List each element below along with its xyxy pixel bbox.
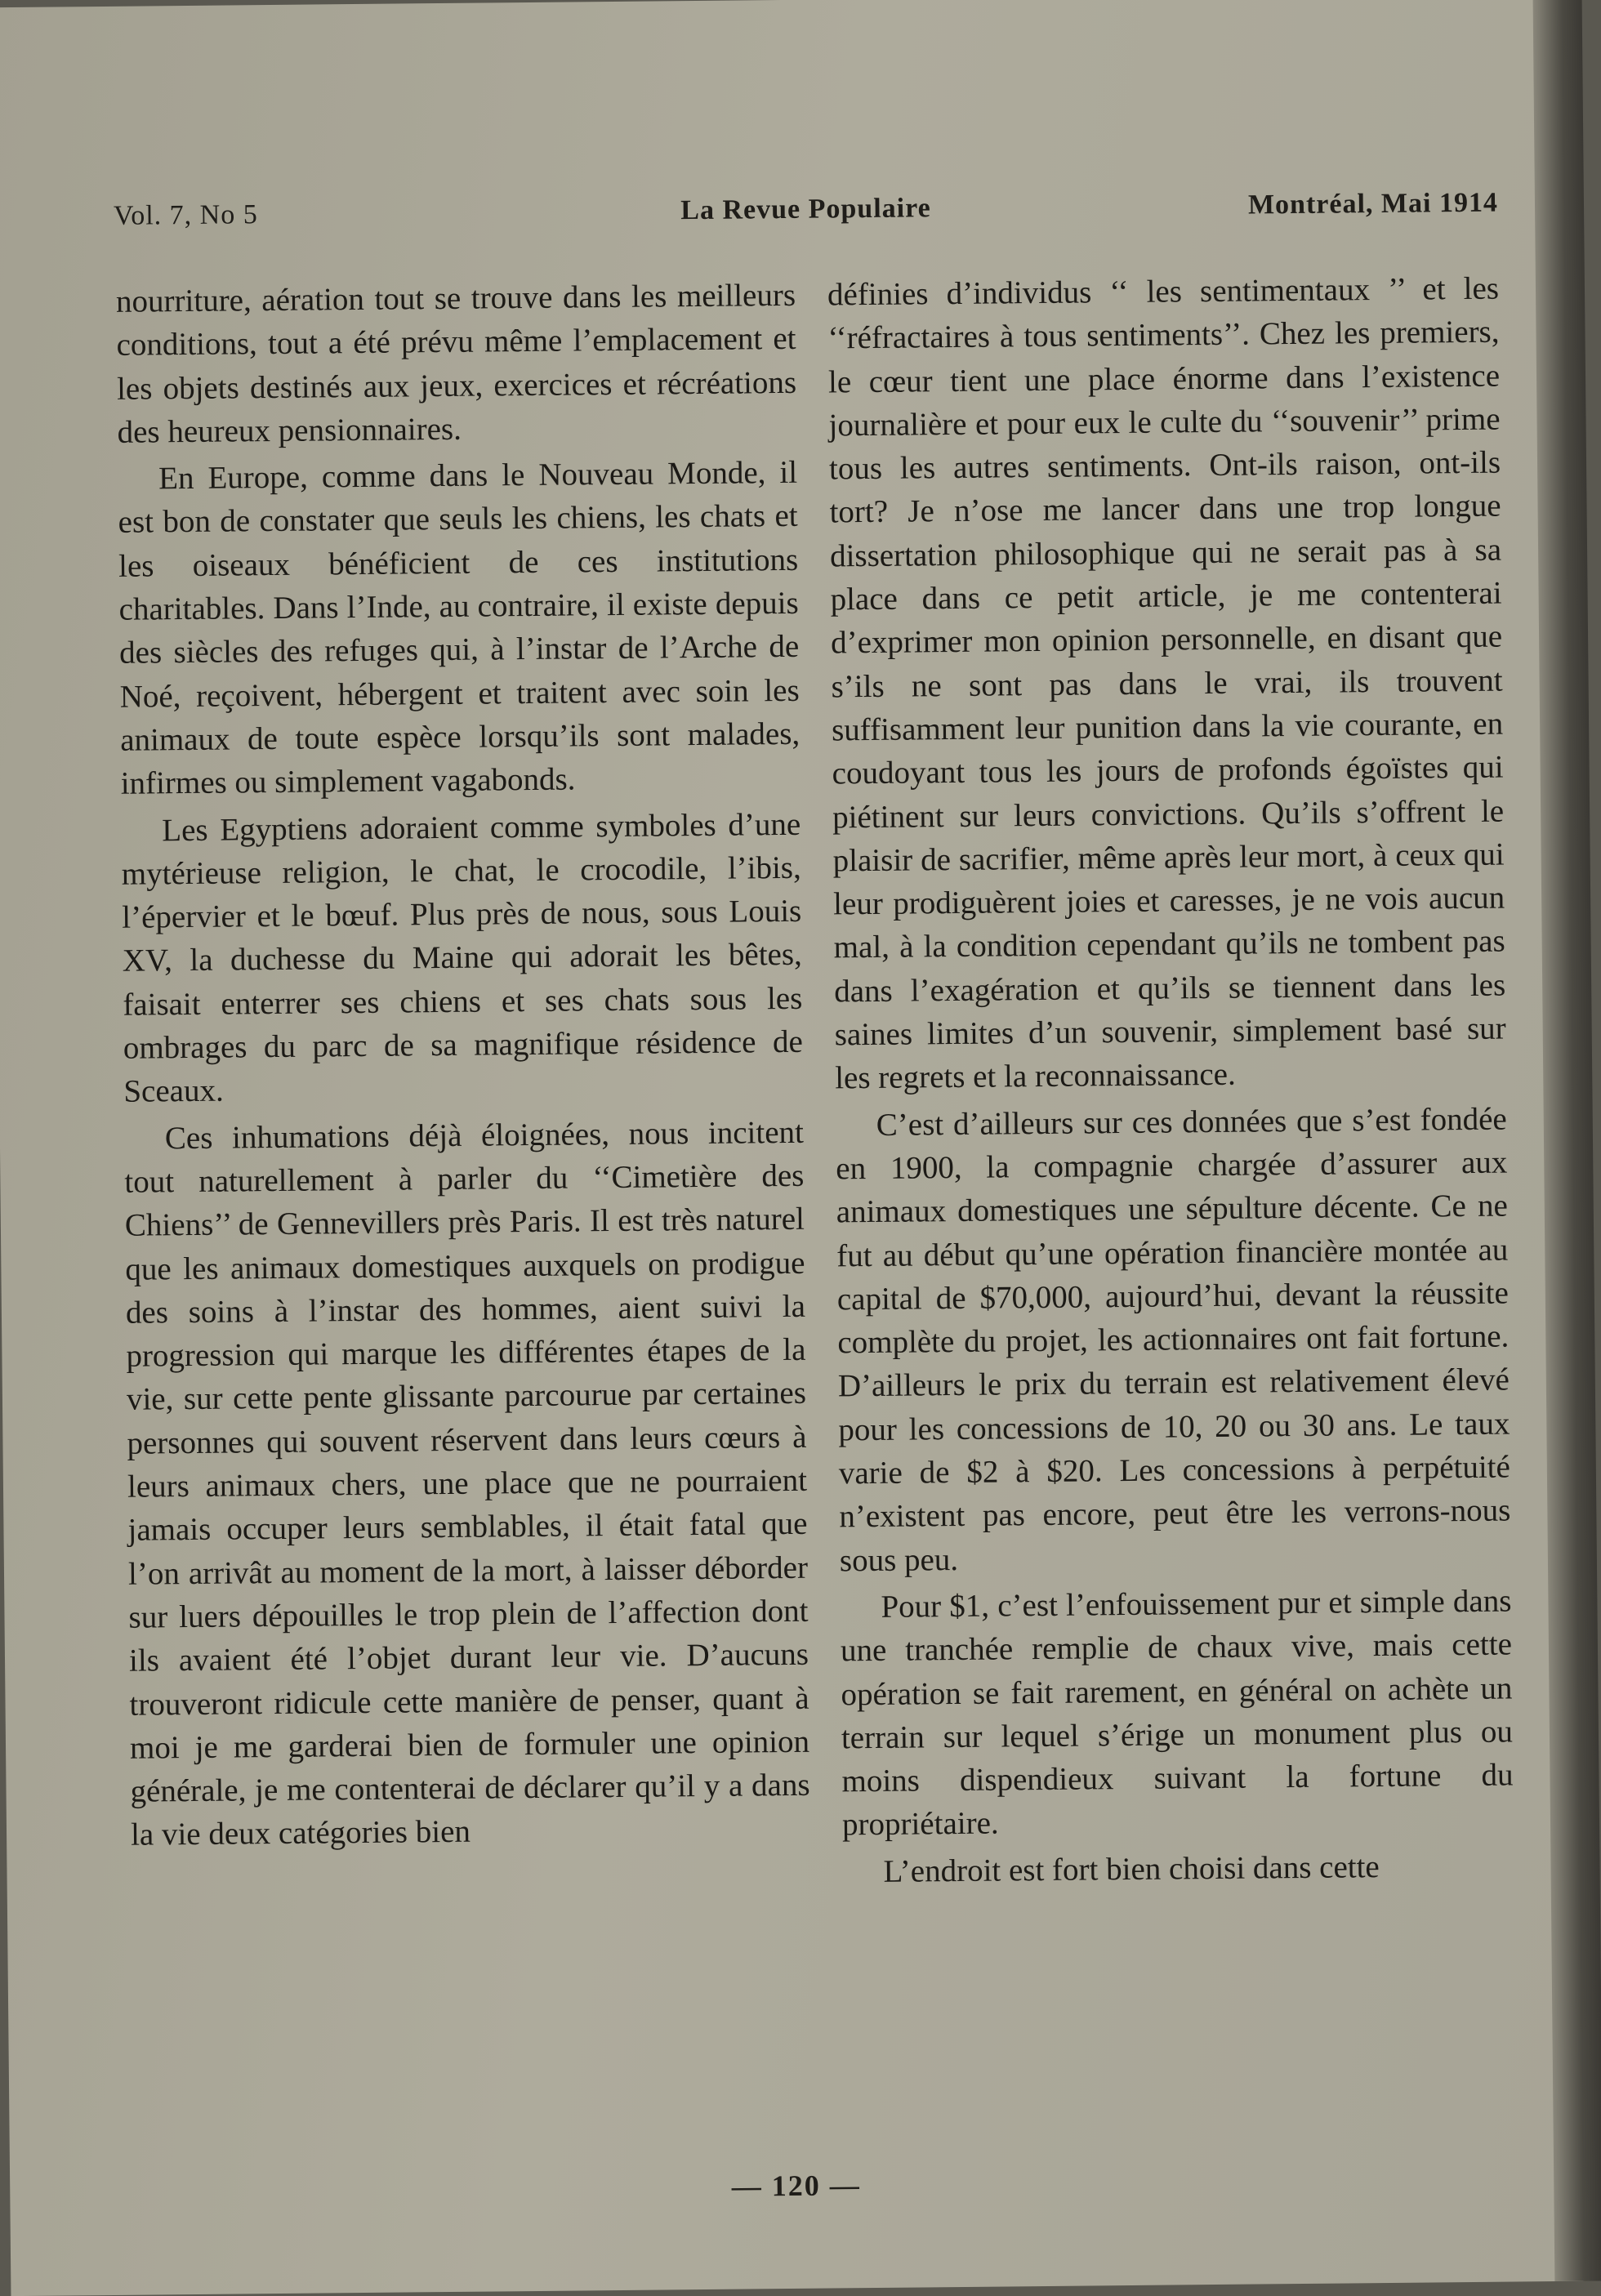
running-header (114, 188, 1498, 250)
paragraph: C’est d’ailleurs sur ces données que s’est fondée en 1900, la compagnie chargée d’assurer aux animaux domestiques une sépulture décente. Ce ne fut au début qu’une opération financière montée au capital de $70,000, aujourd’hui, devant la réussite complète du projet, les actionnaires ont fait fortune. D’ailleurs le prix du terrain est relativement élevé pour les concessions de 10, 20 ou 30 ans. Le taux varie de $2 à $20. Les concessions à perpétuité n’existent pas encore, peut être les verrons-nous sous peu. (836, 1101, 1511, 1579)
issue-date: Montréal, Mai 1914 (1247, 187, 1499, 221)
paragraph: Pour $1, c’est l’enfouissement pur et simple dans une tranchée remplie de chaux vive, mais cette opération se fait rarement, en général on achète un terrain sur lequel s’érige un monument plus ou moins dispendieux suivant la fortune du propriétaire. (840, 1583, 1514, 1843)
right-column (827, 267, 1514, 1894)
paragraph: En Europe, comme dans le Nouveau Monde, il est bon de constater que seuls les chiens, les chats et les oiseaux bénéficient de ces institutions charitables. Dans l’Inde, au contraire, il existe depuis des siècles des refuges qui, à l’instar de l’Arche de Noé, reçoivent, hébergent et traitent avec soin les animaux de toute espèce lorsqu’ils sont malades, infirmes ou simplement vagabonds. (118, 455, 800, 802)
volume-number: Vol. 7, No 5 (113, 199, 258, 231)
page-edge (1533, 0, 1601, 2281)
paragraph: Ces inhumations déjà éloignées, nous incitent tout naturellement à parler du ‘‘Cimetière des Chiens’’ de Gennevillers près Paris. Il est très naturel que les animaux domestiques auxquels on prodigue des soins à l’instar des hommes, aient suivi la progression qui marque les différentes étapes de la vie, sur cette pente glissante parcourue par certaines personnes qui souvent réservent dans leurs cœurs à leurs animaux chers, une place que ne pourraient jamais occuper leurs semblables, il était fatal que l’on arrivât au moment de la mort, à laisser déborder sur luers dépouilles le trop plein de l’affection dont ils avaient été l’objet durant leur vie. D’aucuns trouveront ridicule cette manière de penser, quant à moi je me garderai bien de formuler une opinion générale, je me contenterai de déclarer qu’il y a dans la vie deux catégories bien (124, 1114, 810, 1853)
publication-title: La Revue Populaire (680, 193, 931, 226)
paragraph: Les Egyptiens adoraient comme symboles d’une mytérieuse religion, le chat, le crocodile, l’ibis, l’épervier et le bœuf. Plus près de nous, sous Louis XV, la duchesse du Maine qui adorait les bêtes, faisait enterrer ses chiens et ses chats sous les ombrages du parc de sa magnifique résidence de Sceaux. (121, 806, 804, 1110)
paragraph: L’endroit est fort bien choisi dans cette (883, 1848, 1380, 1889)
paragraph: définies d’individus ‘‘ les sentimentaux ’’ et les ‘‘réfractaires à tous sentiments’’. Chez les premiers, le cœur tient une place énorme dans l’existence journalière et pour eux le culte du ‘‘souvenir’’ prime tous les autres sentiments. Ont-ils raison, ont-ils tort? Je n’ose me lancer dans une trop longue dissertation philosophique qui ne serait pas à sa place dans ce petit article, je me contenterai d’exprimer mon opinion personnelle, en disant que s’ils ne sont pas dans le vrai, ils trouvent suffisamment leur punition dans la vie courante, en coudoyant tous les jours de profonds égoïstes qui piétinent sur leurs convictions. Qu’ils s’offrent le plaisir de sacrifier, même après leur mort, à ceux qui leur prodiguèrent joies et caresses, je ne vois aucun mal, à la condition cependant qu’ils ne tombent pas dans l’exagération et qu’ils se tiennent dans les saines limites d’un souvenir, simplement basé sur les regrets et la reconnaissance. (827, 270, 1506, 1096)
left-column (116, 274, 810, 1857)
paragraph: nourriture, aération tout se trouve dans les meilleurs conditions, tout a été prévu même l’emplacement et les objets destinés aux jeux, exercices et récréations des heureux pensionnaires. (115, 277, 797, 450)
page-number: — 120 — (731, 2169, 861, 2203)
